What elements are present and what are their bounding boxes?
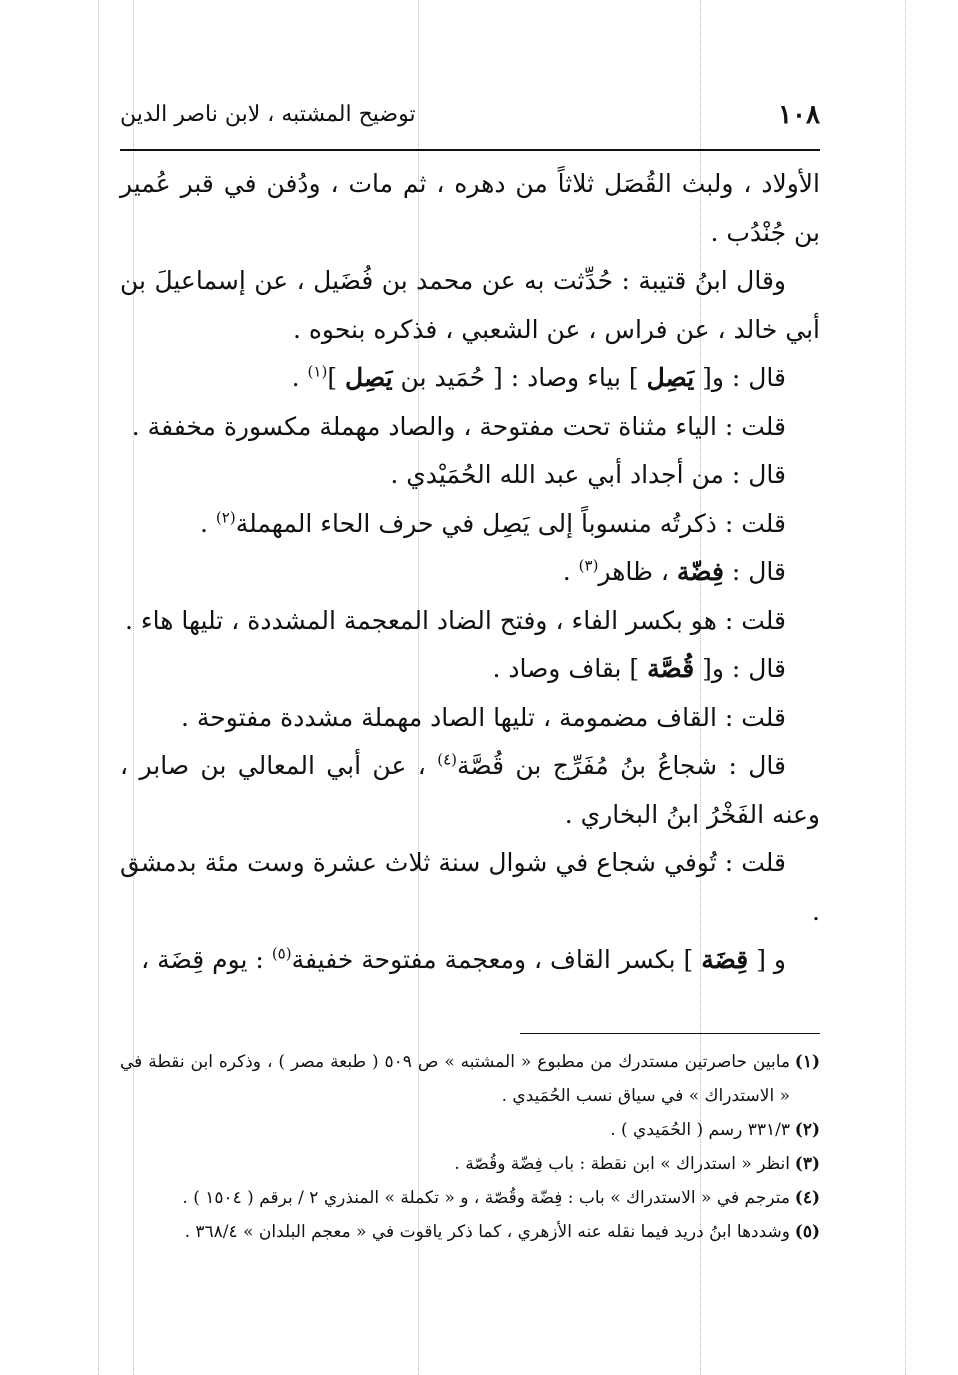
footnote-ref: (١) [307, 362, 328, 381]
paragraph-text: وقال ابنُ قتيبة : حُدِّثت به عن محمد بن فُضَيل ، عن إسماعيلَ بن أبي خالد ، عن فراس ، عن الشعبي ، فذكره بنحوه . [120, 266, 820, 344]
footnote-ref: (٢) [215, 508, 236, 527]
footnote-number: (٥) [794, 1222, 820, 1242]
paragraph-text: قلت : ذكرتُه منسوباً إلى يَصِل في حرف الحاء المهملة [235, 508, 786, 538]
page-header [120, 96, 820, 142]
footnote-text: ٣٣١/٣ رسم ( الحُمَيدي ) . [610, 1120, 790, 1140]
paragraph-text: ، ظاهر [598, 557, 677, 586]
running-title: توضيح المشتبه ، لابن ناصر الدين [120, 102, 416, 127]
paragraph [120, 403, 820, 452]
paragraph-text: قال : [723, 557, 786, 586]
paragraph-text: ] [327, 363, 346, 392]
paragraph-text: قلت : تُوفي شجاع في شوال سنة ثلاث عشرة وست مئة بدمشق . [120, 848, 820, 926]
paragraph [120, 548, 820, 597]
paragraph-text: قال : من أجداد أبي عبد الله الحُمَيْدي . [390, 460, 786, 489]
entry-term: قِضَة [701, 945, 749, 974]
footnote-text: مترجم في « الاستدراك » باب : فِضّة وقُصّة ، و « تكملة » المنذري ٢ / برقم ( ١٥٠٤ ) . [182, 1188, 790, 1208]
paragraph-text: . [200, 508, 216, 538]
paragraph-text: ] بكسر القاف ، ومعجمة مفتوحة خفيفة [291, 945, 702, 974]
footnote [120, 1113, 820, 1147]
entry-term: قُصَّة [647, 654, 695, 683]
paragraph-text: . [291, 363, 308, 392]
footnote-text: انظر « استدراك » ابن نقطة : باب فِضّة وقُصّة . [454, 1154, 790, 1174]
paragraph-text: و [ [748, 945, 786, 974]
footnote-number: (١) [794, 1052, 820, 1072]
paragraph-text: ] بقاف وصاد . [492, 654, 648, 683]
page-number: ١٠٨ [778, 100, 820, 130]
paragraph [120, 839, 820, 936]
paragraph-text: قلت : القاف مضمومة ، تليها الصاد مهملة مشددة مفتوحة . [180, 702, 786, 732]
paragraph-text: قال : شجاعُ بنُ مُفَرِّج بن قُصَّة [456, 751, 786, 780]
paragraph [120, 500, 820, 549]
paragraph-text: . [562, 557, 579, 586]
paragraph [120, 597, 820, 646]
paragraph-text: قلت : الياء مثناة تحت مفتوحة ، والصاد مهملة مكسورة مخففة . [131, 411, 786, 441]
footnote-text: مابين حاصرتين مستدرك من مطبوع « المشتبه » ص ٥٠٩ ( طبعة مصر ) ، وذكره ابن نقطة في « الاستدراك » في سياق نسب الحُمَيدي . [120, 1052, 790, 1106]
paragraph [120, 694, 820, 743]
entry-term: فِضّة [676, 557, 724, 586]
paragraph [120, 451, 820, 500]
margin-dot-line-left [98, 0, 99, 1375]
footnote-rule [520, 1033, 820, 1034]
footnote-ref: (٥) [271, 944, 292, 963]
footnote-number: (٤) [794, 1188, 820, 1208]
footnotes [120, 1045, 820, 1249]
paragraph [120, 354, 820, 403]
paragraph [120, 160, 820, 257]
footnote [120, 1045, 820, 1113]
footnote [120, 1215, 820, 1249]
entry-term: يَصِل [345, 363, 393, 392]
footnote [120, 1147, 820, 1181]
paragraph-text: ] بياء وصاد : [ حُمَيد بن [392, 363, 647, 392]
paragraph [120, 742, 820, 839]
margin-dot-line-right [905, 0, 906, 1375]
main-text [120, 160, 820, 985]
paragraph-text: الأولاد ، ولبث القُصَل ثلاثاً من دهره ، ثم مات ، ودُفن في قبر عُمير بن جُنْدُب . [120, 169, 820, 247]
paragraph [120, 645, 820, 694]
footnote-number: (٣) [794, 1154, 820, 1174]
paragraph-text: : يوم قِضَة ، [141, 945, 272, 974]
footnote-number: (٢) [794, 1120, 820, 1140]
footnote-ref: (٤) [437, 750, 457, 769]
footnote-text: وشددها ابنُ دريد فيما نقله عنه الأزهري ، كما ذكر ياقوت في « معجم البلدان » ٣٦٨/٤ . [184, 1222, 790, 1242]
paragraph [120, 936, 820, 985]
header-rule [120, 149, 820, 151]
paragraph-text: قلت : هو بكسر الفاء ، وفتح الضاد المعجمة المشددة ، تليها هاء . [124, 605, 786, 635]
footnote [120, 1181, 820, 1215]
footnote-ref: (٣) [578, 556, 599, 575]
paragraph-text: ، عن أبي المعالي بن صابر ، وعنه الفَخْرُ ابنُ البخاري . [120, 751, 820, 829]
paragraph [120, 257, 820, 354]
paragraph-text: قال : و[ [694, 363, 786, 392]
paragraph-text: قال : و[ [694, 654, 786, 683]
entry-term: يَصِل [646, 363, 695, 392]
